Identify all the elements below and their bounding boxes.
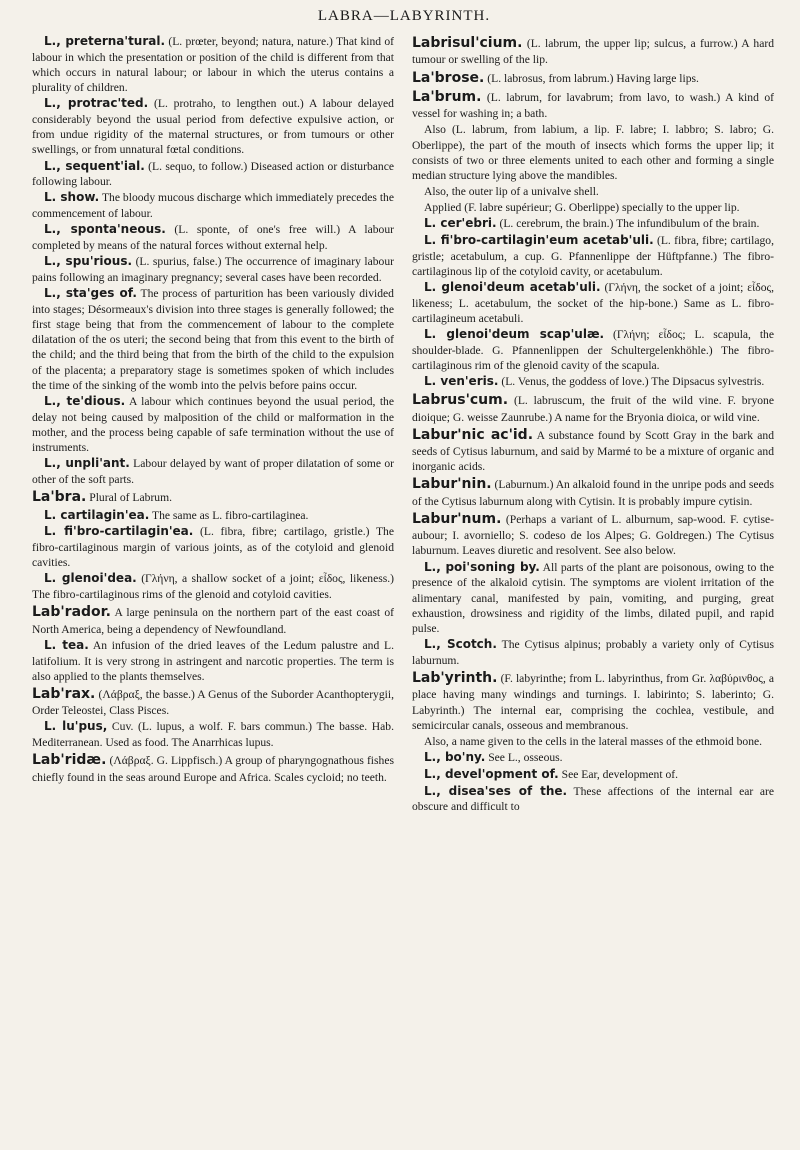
entry-definition: The Cytisus alpinus; probably a variety only of Cytisus laburnum. (412, 638, 774, 667)
entry-headword: L. show. (44, 190, 100, 205)
entry-headword: L. glenoi'deum acetab'uli. (424, 280, 601, 295)
entry-headword: La'brum. (412, 88, 482, 105)
entry-headword: L. cer'ebri. (424, 216, 497, 231)
entry-definition: A large peninsula on the northern part of the east coast of North America, being a dependency of Newfoundland. (32, 606, 394, 636)
dictionary-entry (412, 391, 774, 425)
entry-definition: Plural of Labrum. (89, 491, 173, 505)
entry-definition: The bloody mucous discharge which immediately precedes the commencement of labour. (32, 191, 394, 221)
right-column (412, 34, 774, 815)
dictionary-entry (32, 394, 394, 455)
entry-definition: Labour delayed by want of proper dilatation of some or other of the soft parts. (32, 457, 395, 487)
entry-headword: L. glenoi'dea. (44, 571, 137, 586)
entry-definition: (L. Venus, the goddess of love.) The Dipsacus sylvestris. (501, 375, 765, 389)
entry-definition: These affections of the internal ear are obscure and difficult to (412, 784, 774, 814)
entry-headword: Labrus'cum. (412, 392, 509, 409)
entry-definition: (Γλήνη, the socket of a joint; εἶδος, likeness; L. acetabulum, the socket of the hip-bone.) Same as L. fibro-cartilagineum acetabuli. (412, 281, 774, 326)
entry-definition: All parts of the plant are poisonous, owing to the presence of the alkaloid cytisin. The symptoms are violent irritation of the alimentary canal, manifested by pain, vomiting, and purging, great exhaustion, drowsiness and rigidity of the limbs, dilated pupil, and rapid pulse. (412, 560, 774, 635)
dictionary-entry (412, 216, 774, 232)
entry-definition: (L. spurius, false.) The occurrence of imaginary labour pains following an imaginary pregnancy; several cases have been recorded. (32, 255, 394, 284)
entry-definition: (Γλήνη; εἶδος; L. scapula, the shoulder-blade. G. Pfannenlippen der Schultergelenkhöhle.) The fibro-cartilaginous rim of the glenoid cavity of the scapula. (412, 328, 774, 373)
entry-definition: (Λάβραξ, the basse.) A Genus of the Suborder Acanthopterygii, Order Teleostei, Class Pisces. (32, 687, 394, 718)
entry-headword: L., sta'ges of. (44, 286, 137, 301)
entry-definition: (L. labrum, for lavabrum; from lavo, to wash.) A kind of vessel for washing in; a bath. (412, 90, 774, 121)
dictionary-entry (412, 200, 774, 215)
dictionary-entry (412, 34, 774, 68)
entry-headword: Lab'rador. (32, 604, 111, 621)
entry-definition: (L. sequo, to follow.) Diseased action or disturbance following labour. (32, 159, 394, 189)
dictionary-entry (412, 88, 774, 122)
dictionary-entry (32, 685, 394, 719)
dictionary-entry (412, 750, 774, 766)
dictionary-entry (32, 488, 394, 506)
dictionary-entry (412, 374, 774, 390)
entry-headword: Lab'yrinth. (412, 670, 498, 687)
dictionary-entry (32, 222, 394, 253)
dictionary-entry (412, 327, 774, 373)
entry-headword: L. fi'bro-cartilagin'eum acetab'uli. (424, 233, 654, 248)
entry-definition: (Γλήνη, a shallow socket of a joint; εἶδος, likeness.) The fibro-cartilaginous rims of the glenoid and cotyloid cavities. (32, 572, 395, 602)
entry-headword: Lab'rax. (32, 685, 96, 702)
entry-definition: (Perhaps a variant of L. alburnum, sap-wood. F. cytise-aubour; I. avorniello; S. codeso de los Alpes; G. Goldregen.) The Cytisus laburnum. Leaves diuretic and resolvent. See also below. (412, 512, 774, 558)
dictionary-entry (32, 456, 394, 487)
entry-headword: L., sequent'ial. (44, 158, 145, 173)
entry-definition: The process of parturition has been variously divided into stages; Désormeaux's division into three stages is generally followed; the first stage being that from the commencement of labour to the complete dilatation of the os uteri; the second being that from this event to the birth of the child; and the third being that from the birth of the child to the expulsion of the placenta; a preparatory stage is sometimes spoken of which includes the time of the sinking of the womb into the pelvis before pains occur. (32, 287, 394, 392)
entry-headword: L., sponta'neous. (44, 222, 166, 237)
entry-definition: (L. sponte, of one's free will.) A labour completed by means of the natural forces without external help. (32, 223, 395, 253)
entry-headword: Labur'nic ac'id. (412, 426, 534, 443)
dictionary-entry (412, 280, 774, 326)
dictionary-entry (32, 34, 394, 95)
dictionary-entry (412, 426, 774, 475)
entry-headword: L. glenoi'deum scap'ulæ. (424, 327, 605, 342)
entry-definition: Cuv. (L. lupus, a wolf. F. bars commun.) The basse. Hab. Mediterranean. Used as food. The Anarrhicas lupus. (32, 720, 394, 750)
entry-definition: (Laburnum.) An alkaloid found in the unripe pods and seeds of the Cytisus laburnum along with Cytisin. It is probably impure cytisin. (412, 478, 774, 508)
dictionary-entry (32, 254, 394, 285)
entry-definition: A substance found by Scott Gray in the bark and seeds of Cytisus laburnum, and said by Marmé to be a mixture of organic and inorganic acids. (412, 428, 774, 474)
entry-headword: Labur'nin. (412, 476, 492, 493)
left-column (32, 34, 394, 815)
dictionary-entry (412, 475, 774, 509)
dictionary-entry (32, 571, 394, 602)
entry-headword: L., spu'rious. (44, 254, 133, 269)
dictionary-entry (32, 508, 394, 524)
entry-definition: An infusion of the dried leaves of the Ledum palustre and L. latifolium. It is very strong in astringent and narcotic properties. The term is also applied to the plants themselves. (32, 638, 394, 683)
entry-definition: (L. protraho, to lengthen out.) A labour delayed considerably beyond the usual period from defective expulsive action, or from undue rigidity of the maternal structures, or from tumours or other swellings, or from unnatural fœtal conditions. (32, 97, 394, 157)
text-columns (32, 34, 776, 815)
entry-headword: L., bo'ny. (424, 750, 486, 765)
entry-headword: L., protrac'ted. (44, 96, 149, 111)
entry-definition: (L. labruscum, the fruit of the wild vine. F. bryone dioique; G. weisse Zaunrube.) A name for the Bryonia dioica, or wild vine. (412, 394, 774, 424)
entry-headword: L., preterna'tural. (44, 34, 166, 48)
entry-definition: (L. fibra, fibre; cartilago, gristle; acetabulum, a cup. G. Pfannenlippe der Hüftpfanne.) The fibro-cartilaginous lip of the cotyloid cavity, or acetabulum. (412, 234, 774, 279)
entry-definition: (Λάβραξ. G. Lippfisch.) A group of pharyngognathous fishes chiefly found in the seas around Europe and Africa. Scales cycloid; no teeth. (32, 754, 394, 784)
entry-definition: The same as L. fibro-cartilaginea. (152, 508, 309, 522)
entry-definition: Applied (F. labre supérieur; G. Oberlippe) specially to the upper lip. (424, 201, 740, 215)
entry-definition: See Ear, development of. (561, 767, 679, 781)
running-head: LABRA—LABYRINTH. (317, 8, 491, 24)
entry-definition: (L. prœter, beyond; natura, nature.) That kind of labour in which the presentation or position of the child is different from that which occurs in natural labour; or labour in which the uterus contains a plurality of children. (32, 35, 395, 95)
entry-definition: Also (L. labrum, from labium, a lip. F. labre; I. labbro; S. labro; G. Oberlippe), the part of the mouth of insects which forms the upper lip; it consists of two or three elements united to each other and forming a single median structure lying above the mandibles. (412, 123, 774, 182)
dictionary-entry (412, 784, 774, 815)
dictionary-entry (412, 637, 774, 668)
dictionary-entry (32, 638, 394, 684)
entry-definition: (F. labyrinthe; from L. labyrinthus, from Gr. λαβύρινθος, a place having many windings and turnings. I. labirinto; S. laberinto; G. Labyrinth.) The internal ear, comprising the cochlea, vestibule, and semicircular canals, osseous and membranous. (412, 672, 774, 732)
entry-headword: L., devel'opment of. (424, 766, 559, 781)
dictionary-entry (32, 96, 394, 157)
dictionary-entry (412, 510, 774, 559)
dictionary-entry (412, 69, 774, 87)
entry-headword: L. cartilagin'ea. (44, 507, 150, 522)
entry-definition: (L. cerebrum, the brain.) The infundibulum of the brain. (499, 217, 760, 231)
entry-definition: See L., osseous. (488, 751, 563, 765)
entry-headword: L. fi'bro-cartilagin'ea. (44, 524, 194, 539)
entry-definition: (L. fibra, fibre; cartilago, gristle.) The fibro-cartilaginous margin of various joints, as of the cotyloid and glenoid cavities. (32, 525, 394, 570)
entry-headword: L., unpli'ant. (44, 456, 130, 471)
entry-definition: Also, the outer lip of a univalve shell. (424, 185, 599, 199)
dictionary-entry (32, 719, 394, 750)
entry-headword: Labrisul'cium. (412, 35, 523, 51)
entry-definition: (L. labrosus, from labrum.) Having large lips. (487, 71, 699, 85)
dictionary-entry (32, 751, 394, 785)
entry-headword: La'bra. (32, 489, 87, 506)
dictionary-entry (32, 524, 394, 570)
dictionary-entry (32, 603, 394, 637)
entry-headword: L., Scotch. (424, 637, 497, 652)
dictionary-entry (412, 767, 774, 783)
dictionary-entry (412, 184, 774, 199)
entry-headword: L., poi'soning by. (424, 559, 540, 574)
dictionary-entry (32, 159, 394, 190)
entry-headword: L., disea'ses of the. (424, 783, 568, 798)
dictionary-entry (412, 669, 774, 733)
dictionary-entry (412, 734, 774, 749)
dictionary-entry (412, 233, 774, 279)
dictionary-entry (32, 190, 394, 221)
entry-headword: L., te'dious. (44, 394, 126, 409)
dictionary-entry (32, 286, 394, 393)
entry-definition: A labour which continues beyond the usual period, the delay not being caused by malposition of the child or malformation in the mother, and the process being capable of safe termination without the use of instruments. (32, 395, 394, 455)
entry-headword: Lab'ridæ. (32, 752, 107, 769)
entry-headword: L. lu'pus, (44, 719, 108, 734)
entry-headword: L. tea. (44, 637, 89, 652)
entry-definition: (L. labrum, the upper lip; sulcus, a furrow.) A hard tumour or swelling of the lip. (412, 37, 774, 67)
entry-definition: Also, a name given to the cells in the lateral masses of the ethmoid bone. (424, 734, 763, 748)
dictionary-entry (412, 560, 774, 636)
entry-headword: Labur'num. (412, 510, 502, 527)
entry-headword: La'brose. (412, 69, 485, 86)
dictionary-entry (412, 122, 774, 183)
entry-headword: L. ven'eris. (424, 374, 499, 389)
